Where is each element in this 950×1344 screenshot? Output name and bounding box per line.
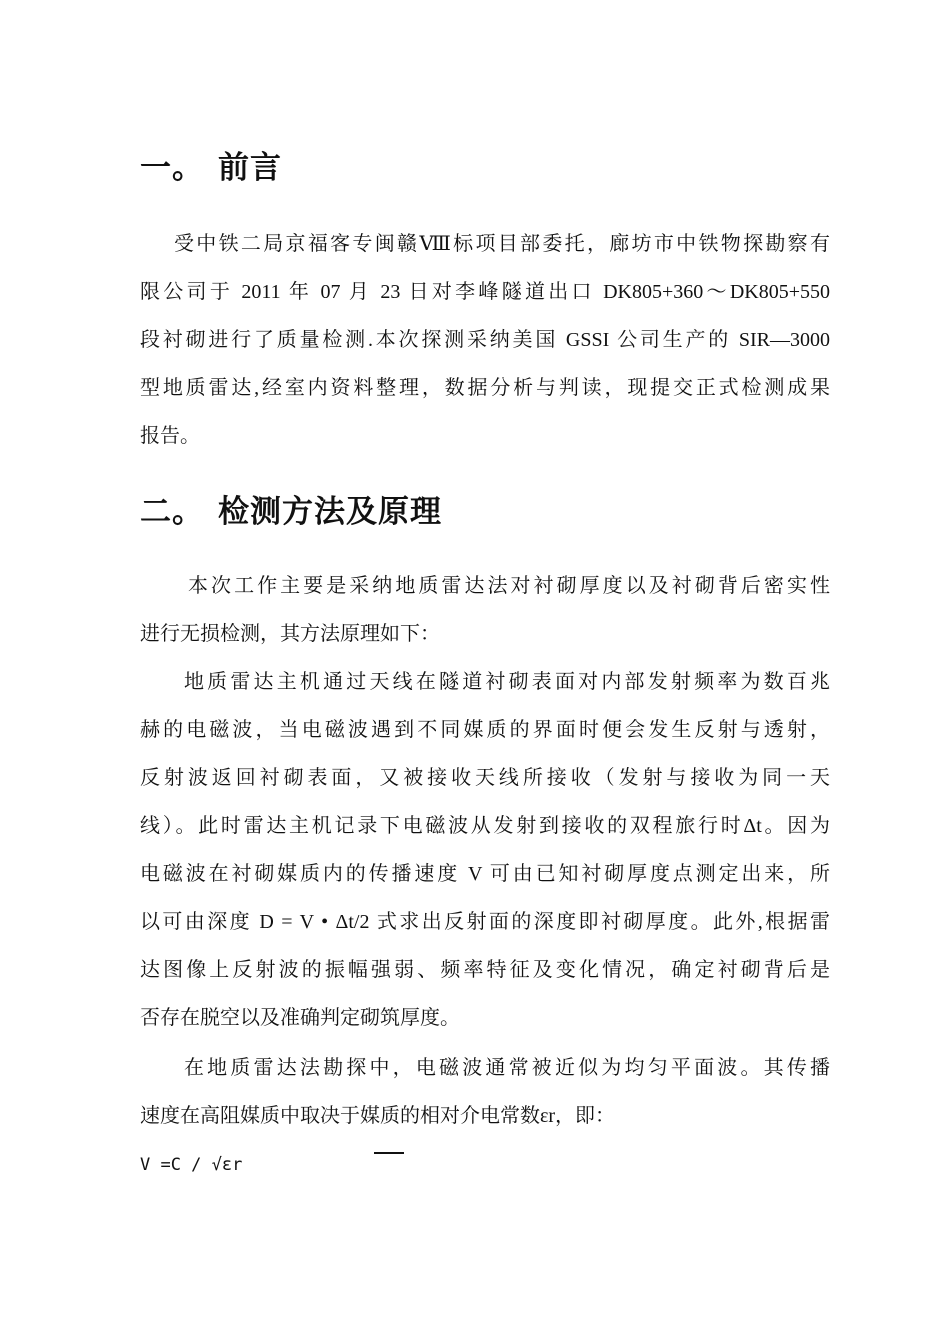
paragraph-foreword xyxy=(140,220,830,460)
section-title: 前言 xyxy=(218,150,282,186)
text-line: 段衬砌进行了质量检测.本次探测采纳美国 GSSI 公司生产的 SIR—3000 xyxy=(140,329,830,351)
paragraph-method-intro xyxy=(140,562,830,658)
section-number: 一。 xyxy=(140,150,204,186)
text-line: 电磁波在衬砌媒质内的传播速度 V 可由已知衬砌厚度点测定出来，所 xyxy=(140,863,830,885)
formula-overbar xyxy=(374,1152,404,1154)
paragraph-method-principle xyxy=(140,658,830,1042)
section-title: 检测方法及原理 xyxy=(218,494,442,530)
velocity-formula: V =C / √εr xyxy=(140,1155,243,1175)
text-line: 线）。此时雷达主机记录下电磁波从发射到接收的双程旅行时Δt。因为 xyxy=(140,815,830,837)
text-line: 速度在高阻媒质中取决于媒质的相对介电常数εr，即： xyxy=(140,1105,616,1127)
text-line: 报告。 xyxy=(140,425,200,447)
paragraph-method-wave xyxy=(140,1044,830,1140)
text-line: 型地质雷达,经室内资料整理，数据分析与判读，现提交正式检测成果 xyxy=(140,377,830,399)
section-heading-method xyxy=(140,492,442,532)
text-line: 受中铁二局京福客专闽赣Ⅷ标项目部委托，廊坊市中铁物探勘察有 xyxy=(174,233,830,255)
text-line: 以可由深度 D = V • Δt/2 式求出反射面的深度即衬砌厚度。此外,根据雷 xyxy=(140,911,830,933)
section-number: 二。 xyxy=(140,494,204,530)
text-line: 在地质雷达法勘探中，电磁波通常被近似为均匀平面波。其传播 xyxy=(184,1057,830,1079)
text-line: 地质雷达主机通过天线在隧道衬砌表面对内部发射频率为数百兆 xyxy=(184,671,830,693)
text-line: 赫的电磁波，当电磁波遇到不同媒质的界面时便会发生反射与透射， xyxy=(140,719,830,741)
text-line: 本次工作主要是采纳地质雷达法对衬砌厚度以及衬砌背后密实性 xyxy=(188,575,830,597)
text-line: 否存在脱空以及准确判定砌筑厚度。 xyxy=(140,1007,460,1029)
text-line: 进行无损检测，其方法原理如下： xyxy=(140,623,440,645)
text-line: 达图像上反射波的振幅强弱、频率特征及变化情况，确定衬砌背后是 xyxy=(140,959,830,981)
section-heading-foreword xyxy=(140,148,282,188)
text-line: 限公司于 2011 年 07 月 23 日对李峰隧道出口 DK805+360～DK805+550 xyxy=(140,281,830,303)
text-line: 反射波返回衬砌表面，又被接收天线所接收（发射与接收为同一天 xyxy=(140,767,830,789)
